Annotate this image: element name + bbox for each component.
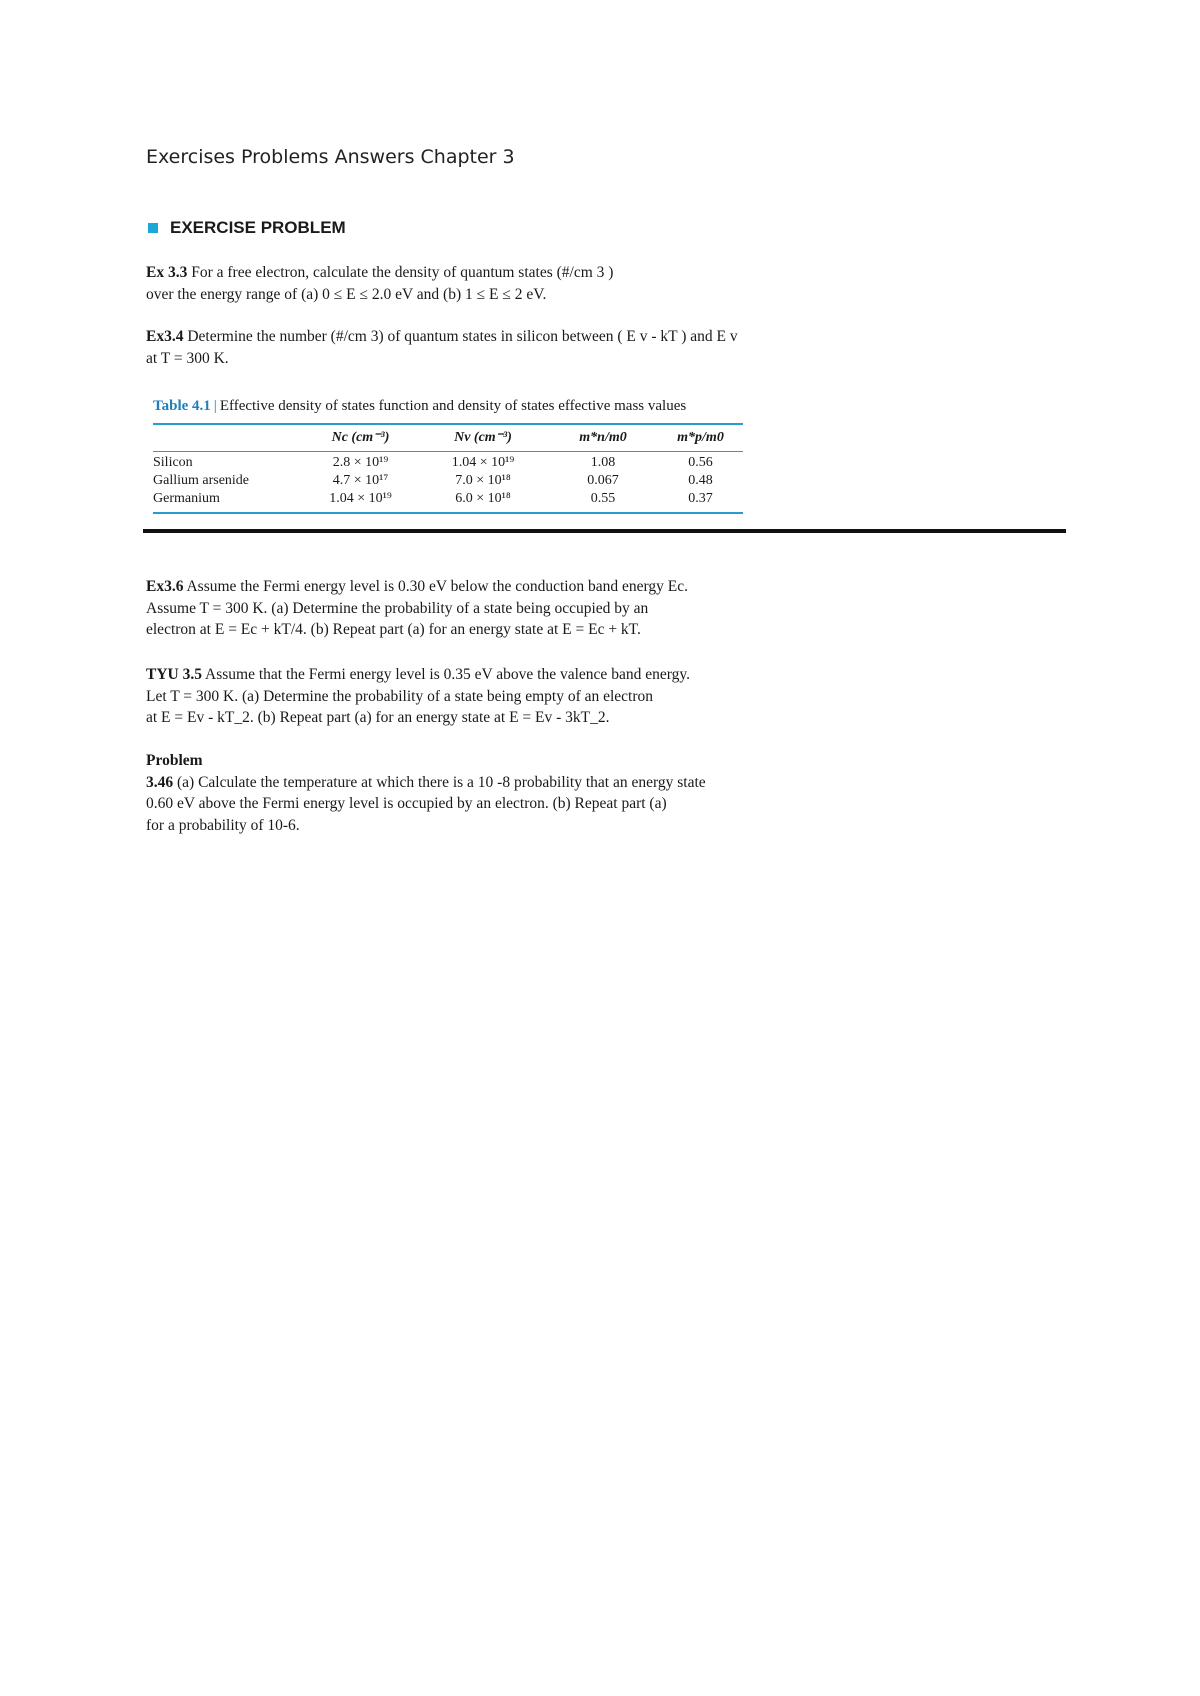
table-caption-separator: | <box>213 398 217 414</box>
table-row <box>153 490 743 508</box>
table-cell: 4.7 × 10¹⁷ <box>332 473 389 488</box>
column-header: m*n/m0 <box>579 429 627 445</box>
exercise-text: Determine the number (#/cm 3) of quantum states in silicon between ( E v - kT ) and E v <box>183 328 738 345</box>
table-cell: 0.067 <box>587 473 619 488</box>
column-header: Nv (cm⁻³) <box>454 430 512 445</box>
problem-text: for a probability of 10-6. <box>146 816 300 834</box>
exercise-label: Ex 3.3 <box>146 264 188 281</box>
square-bullet-icon <box>148 223 158 233</box>
table-cell: 0.56 <box>688 455 713 470</box>
table-cell: 0.37 <box>688 491 713 506</box>
table-cell: 1.04 × 10¹⁹ <box>329 491 392 506</box>
column-header: Nc (cm⁻³) <box>331 430 390 445</box>
table-cell: 1.08 <box>590 455 616 470</box>
exercise-text: For a free electron, calculate the density of quantum states (#/cm 3 ) <box>187 264 614 281</box>
exercise-text: electron at E = Ec + kT/4. (b) Repeat part (a) for an energy state at E = Ec + kT. <box>146 621 641 638</box>
page-title: Exercises Problems Answers Chapter 3 <box>146 146 515 168</box>
exercise-text: Assume T = 300 K. (a) Determine the probability of a state being occupied by an <box>146 599 649 617</box>
exercise-label: Ex3.4 <box>146 328 184 345</box>
table-cell: 6.0 × 10¹⁸ <box>455 491 511 506</box>
exercise-label: TYU 3.5 <box>146 666 202 683</box>
problem-3-46 <box>146 750 706 836</box>
table-rule <box>153 512 743 514</box>
table-header-row <box>153 425 743 449</box>
table-cell: Gallium arsenide <box>153 473 250 488</box>
horizontal-divider <box>143 529 1066 533</box>
table-cell: Silicon <box>153 455 193 470</box>
table-cell: Germanium <box>153 491 220 506</box>
table-caption-label: Table 4.1 <box>153 398 211 414</box>
data-table <box>153 425 743 449</box>
table-cell: 0.55 <box>590 491 616 506</box>
exercise-label: Ex3.6 <box>146 578 184 595</box>
table-rule <box>153 451 743 452</box>
data-table-body <box>153 454 743 508</box>
exercise-text: Assume the Fermi energy level is 0.30 eV below the conduction band energy Ec. <box>183 578 688 595</box>
problem-heading: Problem <box>146 752 203 769</box>
problem-text: (a) Calculate the temperature at which there is a 10 -8 probability that an energy state <box>173 773 706 791</box>
table-cell: 7.0 × 10¹⁸ <box>455 473 511 488</box>
table-caption-text: Effective density of states function and density of states effective mass values <box>219 398 687 414</box>
section-heading-text: EXERCISE PROBLEM <box>170 218 346 237</box>
problem-text: 0.60 eV above the Fermi energy level is occupied by an electron. (b) Repeat part (a) <box>146 795 667 812</box>
exercise-3-3 <box>146 262 613 305</box>
table-cell: 0.48 <box>688 473 713 488</box>
effective-density-table <box>153 398 743 514</box>
column-header: m*p/m0 <box>677 429 724 445</box>
exercise-text: Assume that the Fermi energy level is 0.35 eV above the valence band energy. <box>201 666 690 683</box>
table-row <box>153 472 743 490</box>
section-heading <box>148 218 346 238</box>
exercise-text: at T = 300 K. <box>146 349 229 367</box>
exercise-text: over the energy range of (a) 0 ≤ E ≤ 2.0 eV and (b) 1 ≤ E ≤ 2 eV. <box>146 285 547 303</box>
exercise-text: at E = Ev - kT_2. (b) Repeat part (a) for an energy state at E = Ev - 3kT_2. <box>146 709 610 726</box>
problem-label: 3.46 <box>146 773 174 791</box>
table-caption <box>153 398 743 415</box>
column-header <box>153 425 303 449</box>
exercise-3-4 <box>146 326 738 369</box>
exercise-3-6 <box>146 576 688 641</box>
table-cell: 2.8 × 10¹⁹ <box>332 455 389 470</box>
table-cell: 1.04 × 10¹⁹ <box>451 455 515 470</box>
table-row <box>153 454 743 472</box>
exercise-text: Let T = 300 K. (a) Determine the probability of a state being empty of an electron <box>146 687 654 705</box>
tyu-3-5 <box>146 664 690 729</box>
